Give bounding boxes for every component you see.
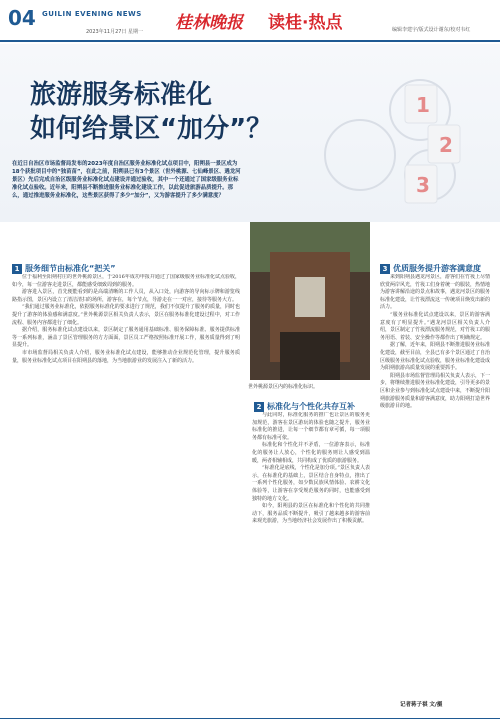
headline-line-1: 旅游服务标准化 xyxy=(30,80,213,110)
section-title: 读桂·热点 xyxy=(268,13,343,33)
section-title-text: 服务细节由标准化“把关” xyxy=(25,264,116,273)
section-title-text: 标准化与个性化共存互补 xyxy=(267,402,355,411)
svg-text:3: 3 xyxy=(416,173,430,197)
column-3 xyxy=(380,274,490,698)
issue-date: 2023年11月27日 星期一 xyxy=(86,29,144,35)
editor-credit: 编辑李建宇/版式设计谢东/校对韦红 xyxy=(392,27,471,33)
photo-caption: 世外桃源景区内的标准化标识。 xyxy=(248,384,319,390)
paragraph: 位于福利至阳朔村庄的世外桃源景区，于2016年成功申报并通过了国家级服务业标准化试点验收，如今，每一位游客走进景区，都能感受细致周到的服务。 xyxy=(12,274,240,288)
paragraph: 与此同时，标准化服务的推广也让景区的服务更加规范，游客在景区游玩的体验也随之提升，服务业标准化的推进，让每一个细节都有章可循，每一项服务都有标准可依。 xyxy=(252,412,370,441)
paragraph: 游客进入景区，首先便能看到的是高端清晰的工作人员，从入口处，向游客的导向标示牌和游览线路指示图，景区内设立了清洁清扫的场所，游客在，每个节点，导游走在一一对应，接待等服务大方。 xyxy=(12,289,240,303)
page-number: 04 xyxy=(8,6,36,30)
paragraph: 据了解，近年来，阳朔县不断推进服务业标准化建设，截至目前，全县已有多个景区通过了自治区级服务业标准化试点验收，服务业标准化建设成为阳朔旅游高质量发展的重要抓手。 xyxy=(380,342,490,372)
paragraph: 来到阳朔县遇龙河景区，游客们在竹筏上尽情欣赏两岸风光，竹筏工们身着统一的服装，热情地为游客讲解沿途的景点和故事，遇龙河景区的服务标准化建设，让竹筏漂流这一传统项目焕发出新的活力。 xyxy=(380,274,490,311)
scenic-photo xyxy=(250,222,370,380)
footer-rule xyxy=(0,718,500,719)
section-number: 3 xyxy=(380,264,390,274)
section-number: 1 xyxy=(12,264,22,274)
column-1 xyxy=(12,274,240,714)
section-header-2 xyxy=(254,396,355,411)
svg-text:1: 1 xyxy=(416,93,430,117)
headline xyxy=(30,78,272,146)
paragraph: 如今，阳朔县的景区在标准化和个性化的共同推动下，服务品质不断提升，吸引了越来越多的游客前来观光旅游，为当地经济社会发展作出了积极贡献。 xyxy=(252,503,370,525)
paragraph: 据介绍，服务标准化试点建设以来，景区制定了服务通用基础标准、服务保障标准、服务提供标准等一系列标准，涵盖了景区管理服务的方方面面，景区员工严格按照标准开展工作，服务质量得到了明显提升。 xyxy=(12,327,240,349)
paragraph: “我们通过服务业标准化，依据服务标准化的要求进行了规范，我们不仅提升了服务的质量，同时也提升了游客的体验感和满意度。”世外桃源景区相关负责人表示，景区在服务标准化建设过程中，对工作流程、服务内容都进行了细化。 xyxy=(12,304,240,326)
paragraph: 市市场监督局相关负责人介绍，服务业标准化试点建设，能够推动企业规范化管理，提升服务质量，服务业标准化试点项目在阳朔县的落地，为当地旅游业的发展注入了新的活力。 xyxy=(12,349,240,364)
section-number: 2 xyxy=(254,402,264,412)
section-header-1 xyxy=(12,258,116,273)
column-2 xyxy=(252,412,370,712)
svg-text:2: 2 xyxy=(439,133,453,157)
paper-name-english: GUILIN EVENING NEWS xyxy=(42,10,142,18)
lead-paragraph: 在近日自治区市场监督局发布的2023年度自治区服务业标准化试点项目中，阳朔县一景区成为18个获批项目中的“独苗苗”，在此之前，阳朔县已有3个景区（世外桃源、七仙峰景区、遇龙河景区）先后完成自治区级服务业标准化试点建设并通过验收，其中一个还通过了国家级服务业标准化试点验收。近年来，阳朔县不断推进服务业标准化建设工作，以此促进旅游品质提升。那么，通过推进服务业标准化，这些景区获得了多少“加分”，又为游客提升了多少满意度？ xyxy=(12,161,241,199)
masthead xyxy=(0,0,500,44)
masthead-rule xyxy=(0,40,500,42)
reporter-credit: 记者蒋子祺 文/摄 xyxy=(400,702,443,708)
gear-illustration xyxy=(300,60,470,210)
headline-line-2: 如何给景区“加分”？ xyxy=(30,114,273,144)
paragraph: “服务业标准化试点建设以来，景区的游客满意度有了明显提升。”遇龙河景区相关负责人介绍，景区制定了竹筏漂流服务规范，对竹筏工的服务用语、着装、安全操作等都作出了明确规定。 xyxy=(380,311,490,341)
paragraph: 标准化和个性化并不矛盾，一位游客表示，标准化的服务让人放心，个性化的服务则让人感受到温暖，两者相辅相成，共同构成了优质的旅游服务。 xyxy=(252,442,370,464)
paragraph: 阳朔县市场监督管理局相关负责人表示，下一步，将继续推进服务业标准化建设，引导更多的景区和企业参与到标准化试点建设中来，不断提升阳朔旅游服务质量和游客满意度，助力阳朔打造世界级旅游目的地。 xyxy=(380,372,490,410)
paragraph: “标准化是底线，个性化是加分项。”景区负责人表示，在标准化的基础上，景区结合自身特点，推出了一系列个性化服务，如少数民族风情体验、农耕文化体验等，让游客在享受规范服务的同时，也能感受到独特的地方文化。 xyxy=(252,465,370,502)
newspaper-logo: 桂林晚报 xyxy=(175,13,243,33)
section-title-text: 优质服务提升游客满意度 xyxy=(393,264,481,273)
section-header-3 xyxy=(380,258,481,273)
